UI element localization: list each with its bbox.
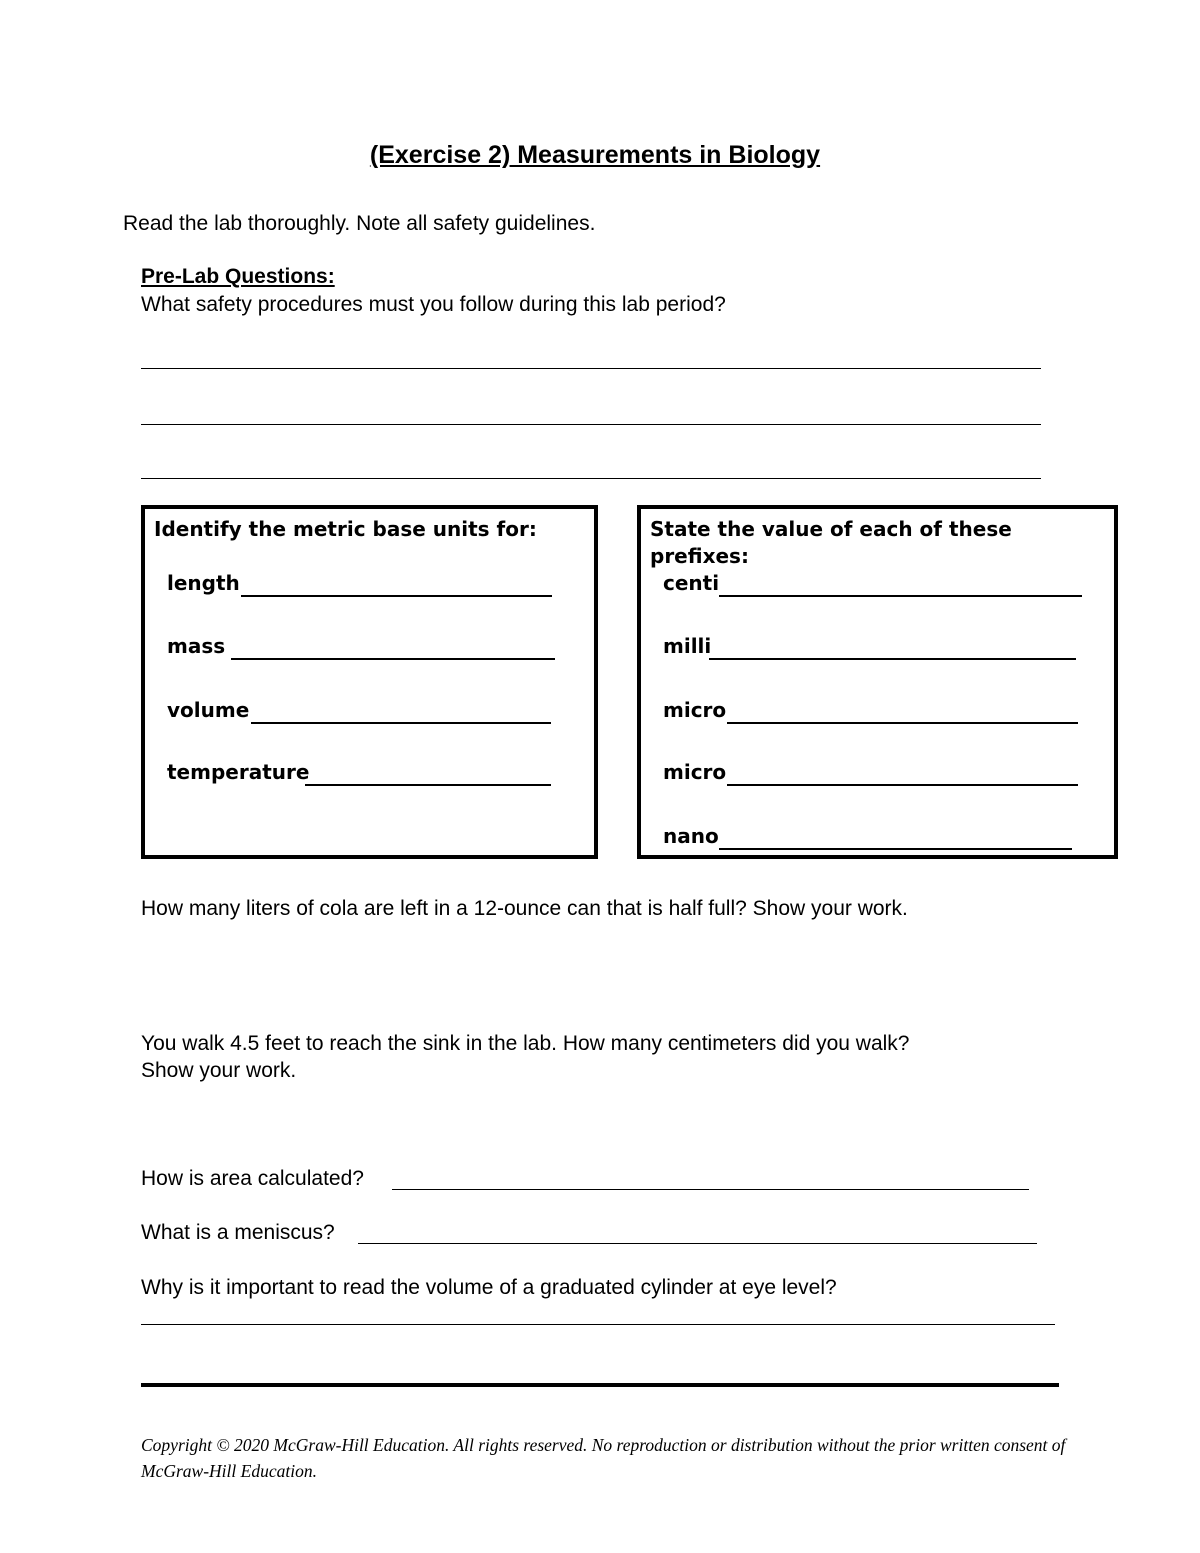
answer-line[interactable]	[392, 1189, 1029, 1190]
unit-label-temperature: temperature	[167, 760, 310, 784]
unit-label-volume: volume	[167, 698, 250, 722]
prefix-label-milli: milli	[663, 634, 712, 658]
answer-line[interactable]	[727, 722, 1078, 724]
base-units-heading: Identify the metric base units for:	[154, 517, 537, 541]
question-meniscus: What is a meniscus?	[141, 1221, 335, 1244]
answer-line[interactable]	[141, 478, 1041, 479]
answer-line[interactable]	[231, 658, 555, 660]
answer-line[interactable]	[358, 1243, 1037, 1244]
page-title: (Exercise 2) Measurements in Biology	[369, 141, 821, 169]
unit-label-mass: mass	[167, 634, 226, 658]
answer-line[interactable]	[719, 595, 1082, 597]
answer-line[interactable]	[719, 848, 1072, 850]
answer-line[interactable]	[727, 784, 1078, 786]
prefixes-box	[637, 505, 1118, 859]
prefixes-heading-cont: prefixes:	[650, 544, 749, 568]
copyright-notice: Copyright © 2020 McGraw-Hill Education. All rights reserved. No reproduction or distribution without the prior written consent of McGraw-Hill Education.	[141, 1435, 1066, 1481]
intro-text: Read the lab thoroughly. Note all safety guidelines.	[123, 212, 596, 235]
base-units-box	[141, 505, 598, 859]
prefixes-heading: State the value of each of these	[650, 517, 1012, 541]
prelab-heading: Pre-Lab Questions:	[141, 265, 335, 288]
prefix-label-micro: micro	[663, 760, 727, 784]
answer-line[interactable]	[251, 722, 551, 724]
prefix-label-micro: micro	[663, 698, 727, 722]
prefix-label-nano: nano	[663, 824, 719, 848]
footer-divider	[141, 1383, 1059, 1387]
answer-line[interactable]	[141, 1324, 1055, 1325]
answer-line[interactable]	[241, 595, 552, 597]
question-area: How is area calculated?	[141, 1167, 364, 1190]
unit-label-length: length	[167, 571, 240, 595]
prefix-label-centi: centi	[663, 571, 720, 595]
question-cola: How many liters of cola are left in a 12-ounce can that is half full? Show your work.	[141, 897, 908, 920]
answer-line[interactable]	[305, 784, 551, 786]
answer-line[interactable]	[709, 658, 1076, 660]
question-eye-level: Why is it important to read the volume of a graduated cylinder at eye level?	[141, 1276, 837, 1299]
question-walk-cont: Show your work.	[141, 1059, 297, 1082]
answer-line[interactable]	[141, 368, 1041, 369]
prelab-question: What safety procedures must you follow during this lab period?	[141, 293, 726, 316]
question-walk: You walk 4.5 feet to reach the sink in the lab. How many centimeters did you walk?	[141, 1032, 910, 1055]
answer-line[interactable]	[141, 424, 1041, 425]
